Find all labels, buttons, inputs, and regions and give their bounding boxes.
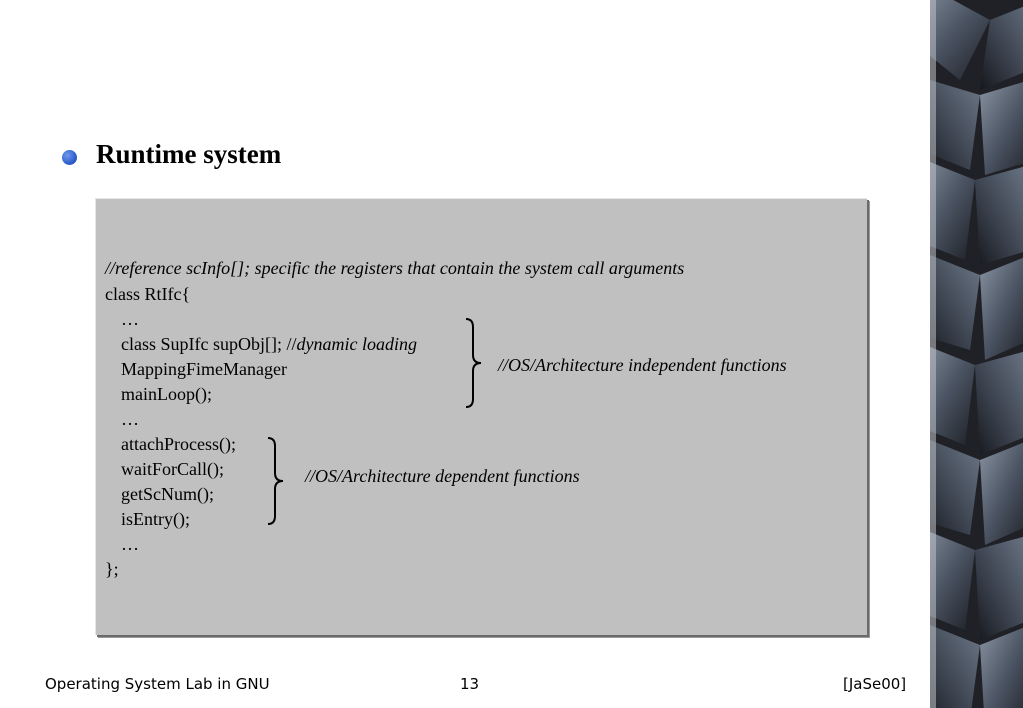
code-line-wait: waitForCall(); bbox=[121, 459, 224, 479]
code-comment-line: //reference scInfo[]; specific the registers that contain the system call arguments bbox=[105, 258, 685, 278]
code-line-attach: attachProcess(); bbox=[121, 434, 236, 454]
right-brace-icon bbox=[266, 436, 286, 526]
code-ellipsis-3: … bbox=[121, 534, 139, 554]
code-line-getsc: getScNum(); bbox=[121, 484, 214, 504]
annotation-independent: //OS/Architecture independent functions bbox=[498, 355, 787, 375]
slide-heading: Runtime system bbox=[96, 139, 282, 169]
code-line-supobj bbox=[121, 334, 417, 355]
code-line-mapping: MappingFimeManager bbox=[121, 359, 287, 379]
code-ellipsis-2: … bbox=[121, 409, 139, 429]
code-supobj-comment: dynamic loading bbox=[296, 334, 417, 354]
decorative-side-panel bbox=[930, 0, 1023, 708]
footer-page-number: 13 bbox=[460, 675, 480, 693]
code-line-mainloop: mainLoop(); bbox=[121, 384, 212, 404]
code-ellipsis-1: … bbox=[121, 309, 139, 329]
bullet-icon bbox=[62, 150, 77, 165]
footer-title: Operating System Lab in GNU bbox=[45, 675, 270, 693]
code-class-open: class RtIfc{ bbox=[105, 284, 191, 304]
stone-pattern-graphic bbox=[930, 0, 1023, 708]
code-supobj-text: class SupIfc supObj[]; // bbox=[121, 334, 297, 354]
code-class-close: }; bbox=[105, 559, 119, 579]
code-line-isentry: isEntry(); bbox=[121, 509, 190, 529]
code-box bbox=[95, 198, 867, 635]
right-brace-icon bbox=[464, 317, 484, 409]
footer-reference: [JaSe00] bbox=[843, 675, 907, 693]
annotation-dependent: //OS/Architecture dependent functions bbox=[305, 466, 580, 486]
